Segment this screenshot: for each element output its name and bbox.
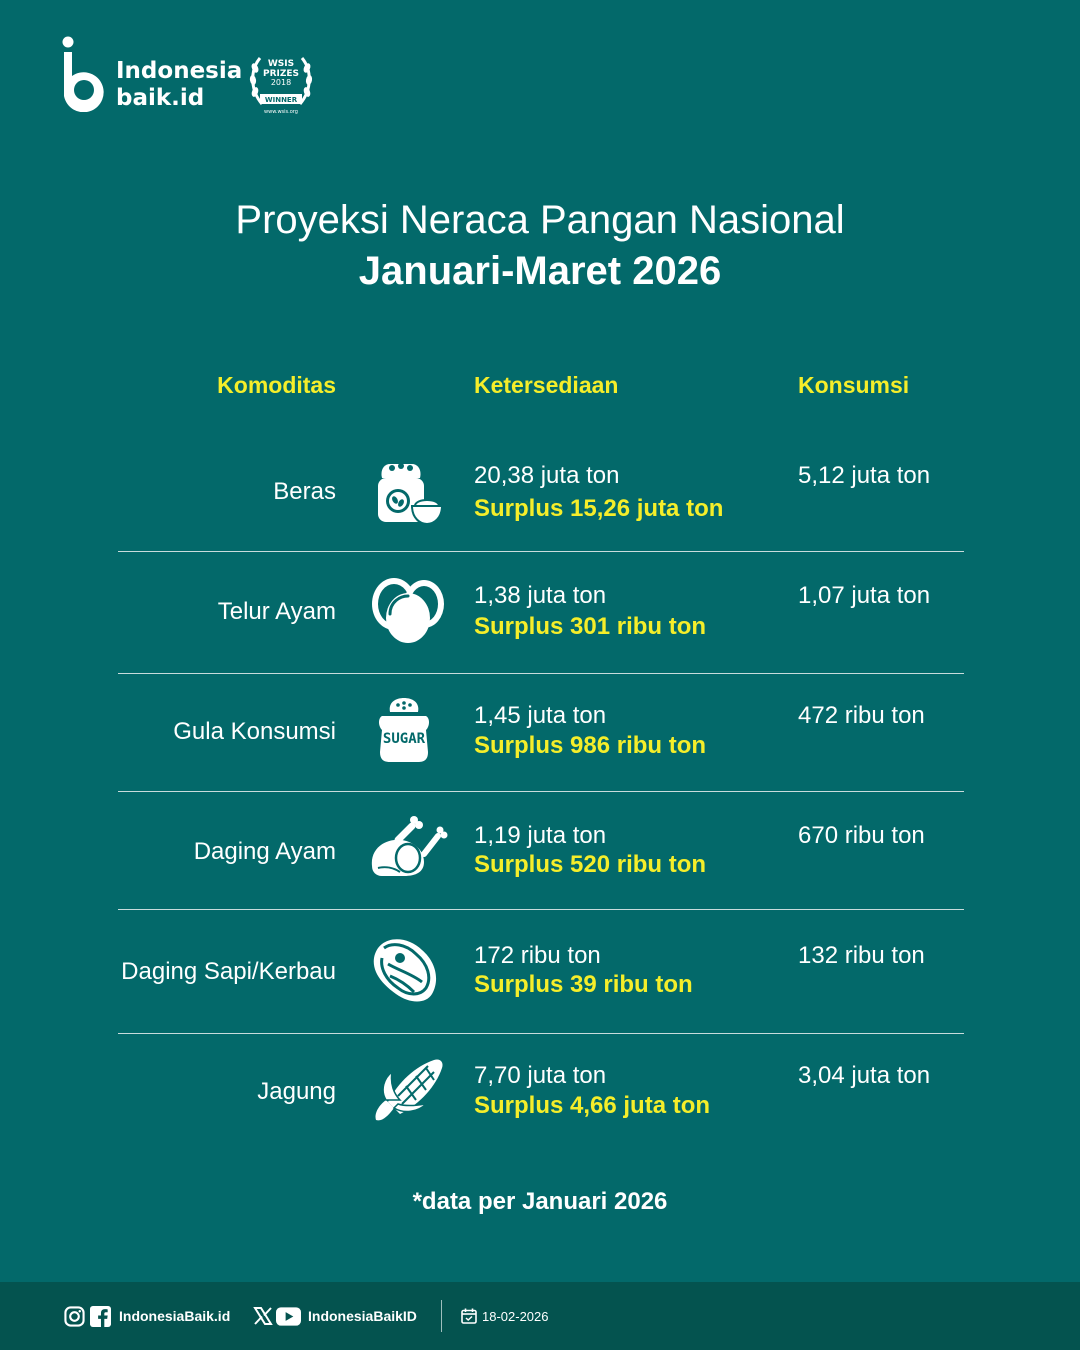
commodity-name: Gula Konsumsi	[173, 718, 336, 745]
title-line-1: Proyeksi Neraca Pangan Nasional	[235, 198, 845, 242]
youtube-link[interactable]	[276, 1282, 301, 1350]
availability-value: 1,19 juta ton	[474, 822, 607, 849]
surplus-value: Surplus 4,66 juta ton	[474, 1092, 711, 1119]
award-text-5: www.wsis.org	[264, 109, 298, 115]
table-row	[0, 928, 1080, 1032]
table-row	[0, 688, 1080, 792]
table-row	[0, 448, 1080, 552]
row-divider	[118, 551, 964, 552]
title-line-2: Januari-Maret 2026	[358, 249, 722, 293]
data-footnote: *data per Januari 2026	[412, 1188, 668, 1215]
footer-bar	[0, 1282, 1080, 1350]
surplus-value: Surplus 986 ribu ton	[474, 732, 707, 759]
header-availability: Ketersediaan	[474, 372, 619, 398]
commodity-name: Beras	[273, 478, 336, 505]
row-divider	[118, 791, 964, 792]
surplus-value: Surplus 301 ribu ton	[474, 613, 707, 640]
header-consumption: Konsumsi	[798, 372, 910, 398]
date-text: 18-02-2026	[482, 1308, 549, 1324]
sugar-label: SUGAR	[382, 731, 426, 747]
availability-value: 1,45 juta ton	[474, 702, 607, 729]
calendar-icon	[461, 1308, 477, 1324]
logo-line-1: Indonesia	[116, 58, 243, 84]
surplus-value: Surplus 520 ribu ton	[474, 851, 707, 878]
youtube-icon	[276, 1307, 301, 1326]
award-text-4: WINNER	[264, 96, 298, 104]
row-divider	[118, 1033, 964, 1034]
sugar-sack-icon	[368, 696, 448, 768]
row-divider	[118, 909, 964, 910]
logo-line-2: baik.id	[116, 85, 205, 111]
social-handle-2-text: IndonesiaBaikID	[308, 1308, 417, 1324]
social-handle-1[interactable]	[119, 1282, 230, 1350]
surplus-value: Surplus 39 ribu ton	[474, 971, 693, 998]
availability-value: 7,70 juta ton	[474, 1062, 607, 1089]
date-stamp	[461, 1282, 549, 1350]
row-divider	[118, 673, 964, 674]
availability-value: 1,38 juta ton	[474, 582, 607, 609]
consumption-value: 132 ribu ton	[798, 942, 925, 969]
corn-icon	[368, 1056, 448, 1128]
x-link[interactable]	[253, 1282, 273, 1350]
rice-sack-icon	[368, 456, 448, 528]
commodity-name: Jagung	[257, 1078, 336, 1105]
commodity-name: Daging Sapi/Kerbau	[121, 958, 336, 985]
award-text-1: WSIS	[267, 59, 295, 69]
x-icon	[253, 1306, 273, 1326]
table-row	[0, 808, 1080, 912]
roast-chicken-icon	[368, 810, 448, 882]
table-row	[0, 568, 1080, 672]
logo-wordmark	[116, 58, 242, 112]
social-handle-2[interactable]	[308, 1282, 417, 1350]
footer-divider	[441, 1300, 442, 1332]
facebook-link[interactable]	[90, 1282, 111, 1350]
consumption-value: 1,07 juta ton	[798, 582, 931, 609]
social-handle-1-text: IndonesiaBaik.id	[119, 1308, 231, 1324]
eggs-icon	[368, 574, 448, 646]
consumption-value: 670 ribu ton	[798, 822, 925, 849]
facebook-icon	[90, 1306, 111, 1327]
wsis-award-laurel-icon	[246, 50, 316, 118]
indonesiabaik-logo-icon	[62, 36, 108, 112]
instagram-link[interactable]	[64, 1282, 85, 1350]
commodity-name: Telur Ayam	[217, 598, 336, 625]
commodity-name: Daging Ayam	[193, 838, 336, 865]
availability-value: 172 ribu ton	[474, 942, 601, 969]
instagram-icon	[64, 1306, 85, 1327]
consumption-value: 472 ribu ton	[798, 702, 925, 729]
steak-icon	[368, 934, 448, 1006]
surplus-value: Surplus 15,26 juta ton	[474, 495, 724, 522]
header-commodity: Komoditas	[217, 372, 336, 398]
consumption-value: 5,12 juta ton	[798, 462, 931, 489]
consumption-value: 3,04 juta ton	[798, 1062, 931, 1089]
award-text-3: 2018	[270, 78, 292, 87]
award-text-2: PRIZES	[262, 69, 300, 79]
table-row	[0, 1048, 1080, 1152]
page-title	[0, 196, 1080, 298]
availability-value: 20,38 juta ton	[474, 462, 620, 489]
